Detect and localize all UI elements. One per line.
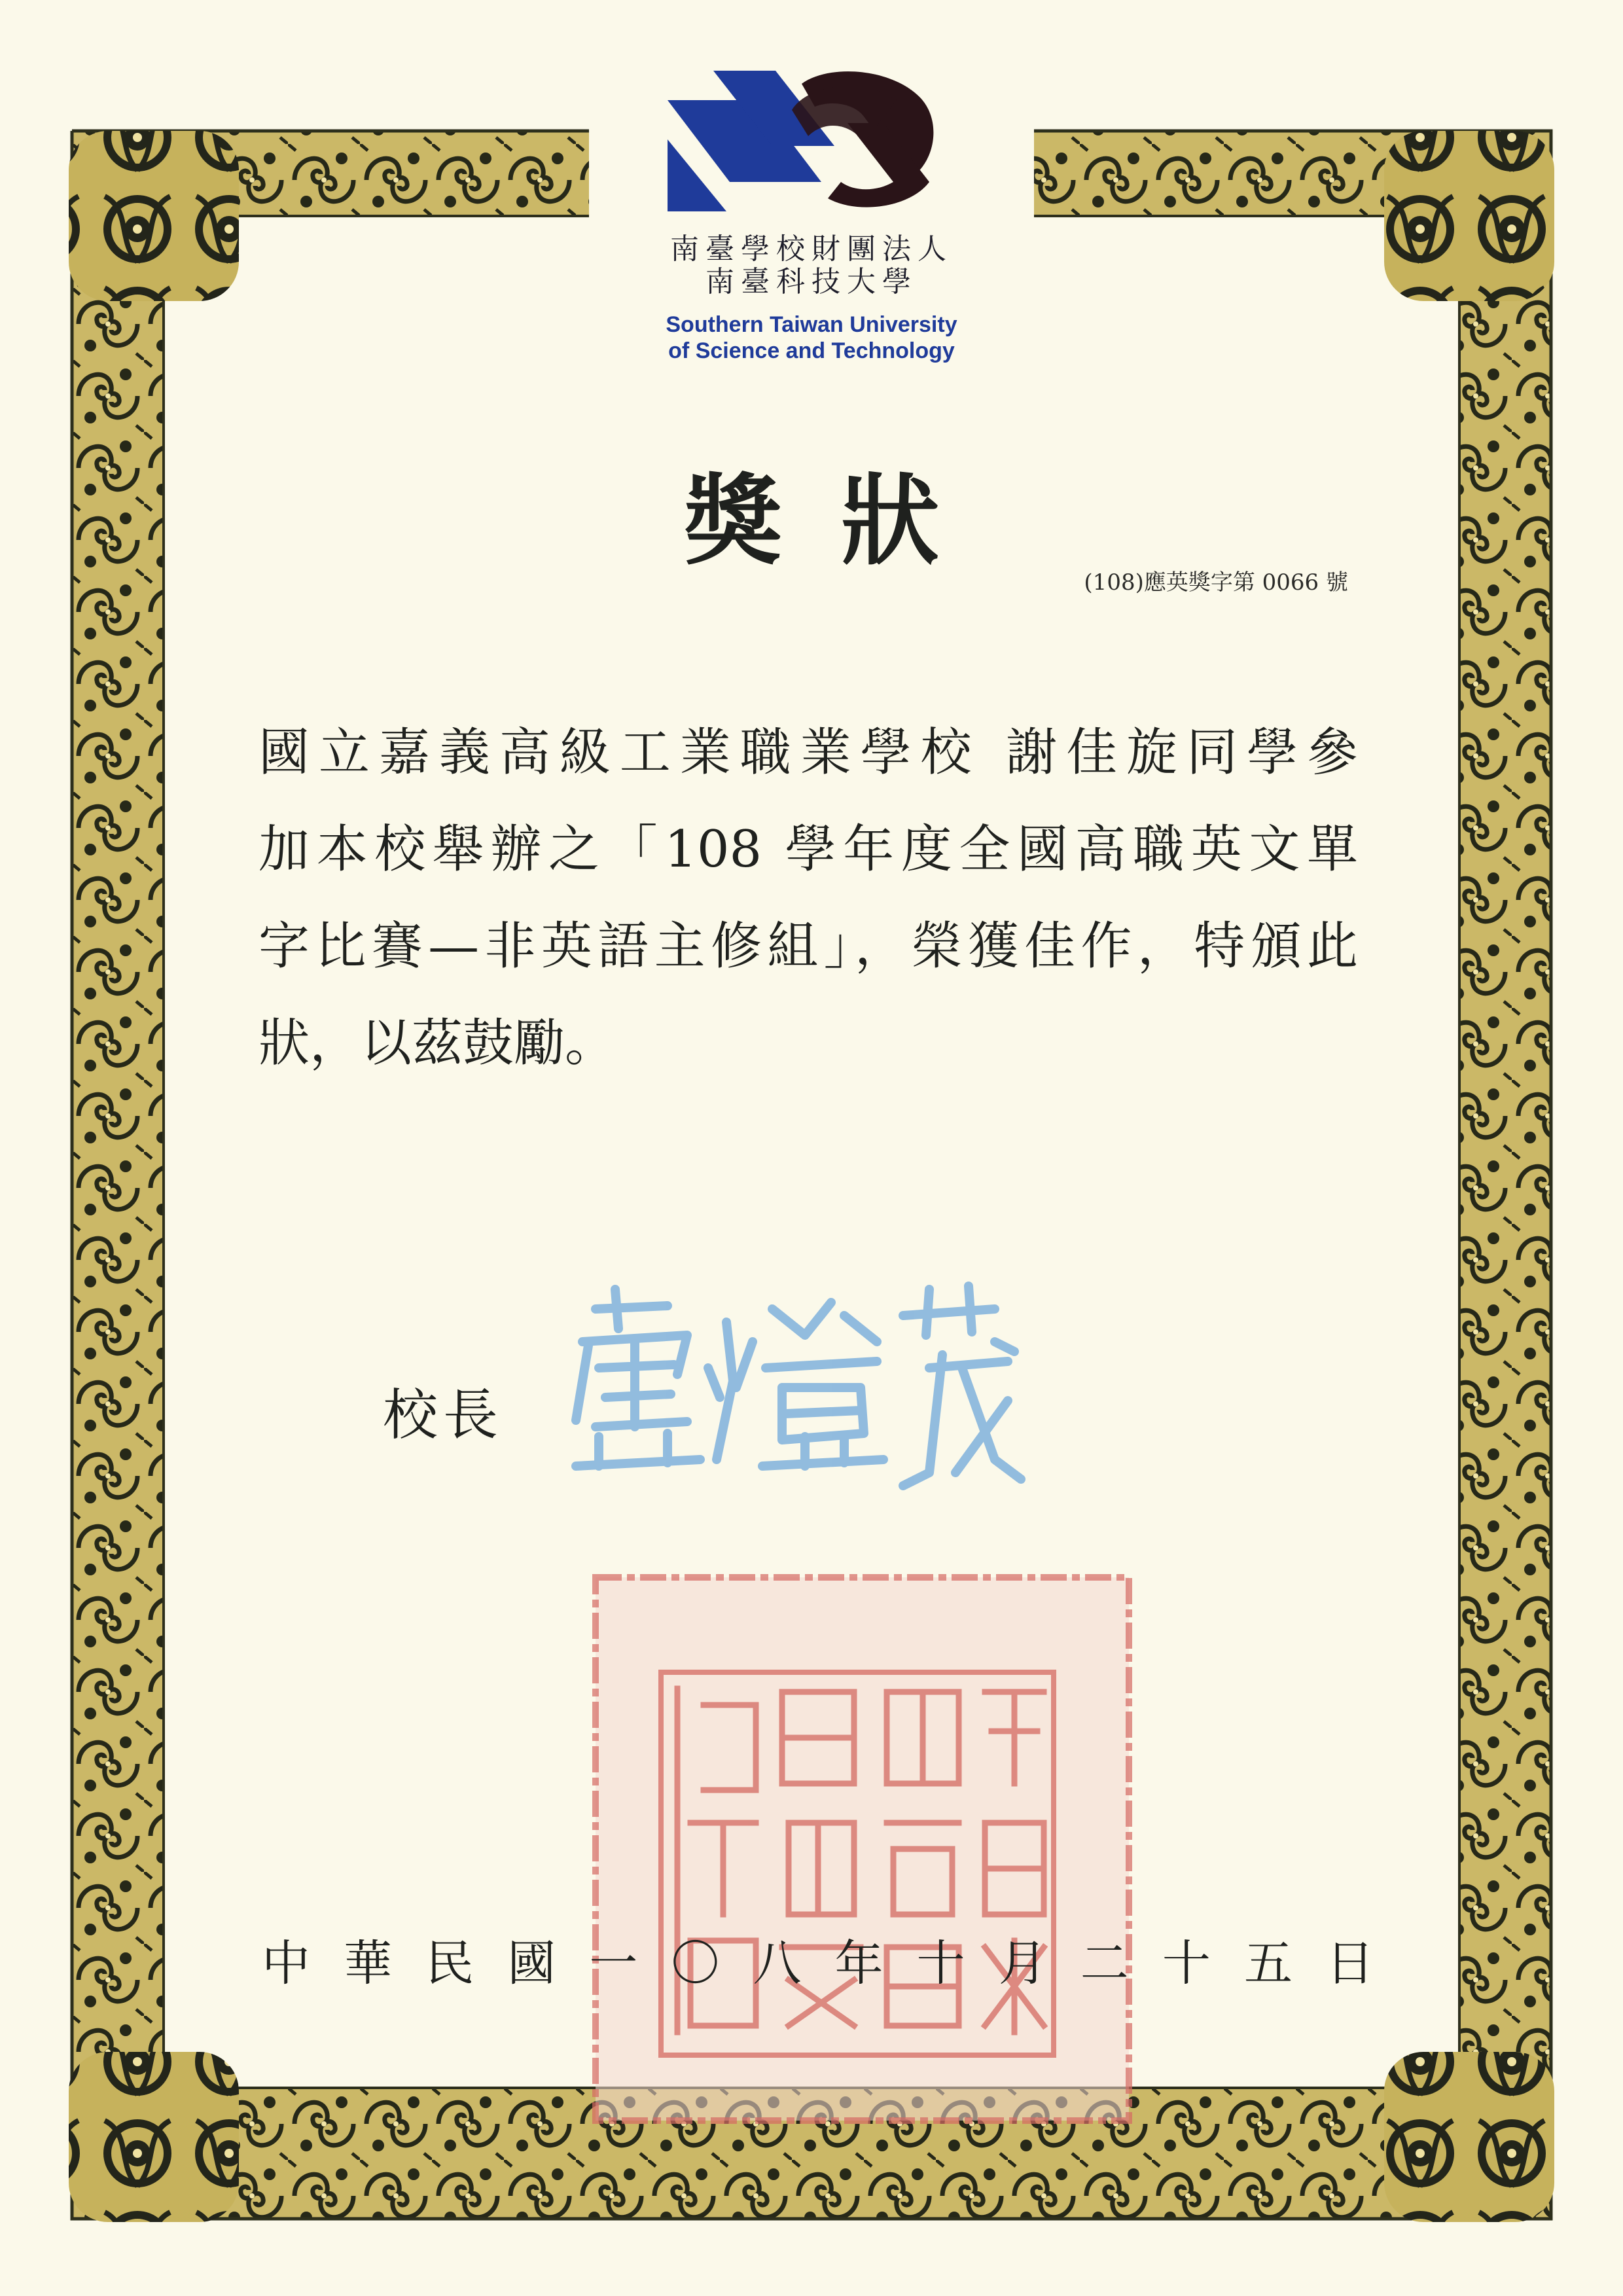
principal-signature bbox=[537, 1270, 1047, 1505]
institution-name-zh bbox=[628, 233, 995, 298]
institution-name-zh-line1: 南臺學校財團法人 bbox=[670, 232, 953, 266]
certificate-title: 獎狀 bbox=[683, 463, 998, 579]
date-char: 月 bbox=[998, 1935, 1056, 1992]
date-char: 國 bbox=[507, 1935, 565, 1992]
university-logo-icon bbox=[668, 71, 942, 211]
certificate-body-line-1: 國立嘉義高級工業職業學校 謝佳旋同學參 bbox=[259, 723, 1358, 782]
certificate-body-line-3: 字比賽—非英語主修組」，榮獲佳作，特頒此 bbox=[259, 917, 1358, 976]
date-char: 二 bbox=[1080, 1935, 1138, 1992]
principal-label: 校長 bbox=[383, 1383, 504, 1447]
certificate-body-line-2: 加本校舉辦之「108 學年度全國高職英文單 bbox=[259, 820, 1358, 879]
date-char: 民 bbox=[425, 1935, 483, 1992]
date-char: 五 bbox=[1243, 1935, 1302, 1992]
institution-name-zh-line2: 南臺科技大學 bbox=[705, 265, 918, 298]
date-char: 八 bbox=[753, 1935, 811, 1992]
institution-name-en-line2: of Science and Technology bbox=[668, 338, 955, 363]
date-char: 日 bbox=[1326, 1935, 1375, 1992]
institution-name-en-line1: Southern Taiwan University bbox=[666, 312, 957, 337]
official-seal-stamp bbox=[592, 1574, 1132, 2124]
institution-name-en bbox=[589, 312, 1034, 364]
certificate-number: (108)應英獎字第 0066 號 bbox=[1084, 569, 1348, 596]
date-char: 華 bbox=[344, 1935, 401, 1992]
date-char: 一 bbox=[589, 1935, 647, 1992]
certificate-date bbox=[262, 1934, 1374, 1993]
date-char: 十 bbox=[916, 1935, 974, 1992]
certificate-body-line-4: 狀，以茲鼓勵。 bbox=[259, 1014, 616, 1073]
date-char: 〇 bbox=[671, 1935, 729, 1992]
date-char: 十 bbox=[1162, 1935, 1220, 1992]
date-char: 年 bbox=[834, 1935, 893, 1992]
date-char: 中 bbox=[262, 1935, 319, 1992]
